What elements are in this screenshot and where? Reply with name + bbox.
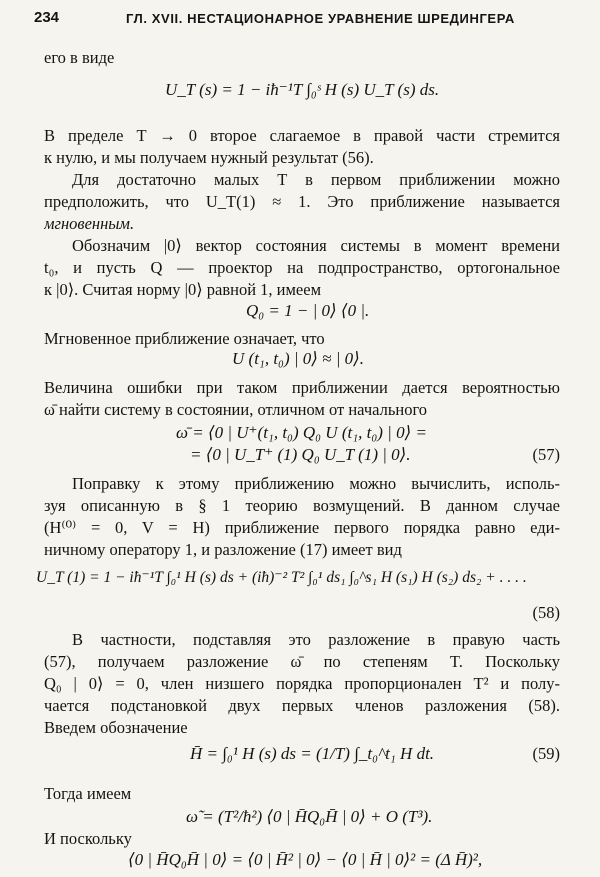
formula-omega-tilde: ω̃ = (T²/ħ²) ⟨0 | H̄Q₀H̄ | 0⟩ + O (T³). xyxy=(186,807,433,826)
formula-projector: Q₀ = 1 − | 0⟩ ⟨0 |. xyxy=(246,301,370,320)
text-line: Величина ошибки при таком приближении дается вероятностью xyxy=(44,378,560,397)
text-line: (57), получаем разложение ω̄ по степеням T. Поскольку xyxy=(44,652,560,671)
text-line: Тогда имеем xyxy=(44,784,132,803)
formula-omega-b: = ⟨0 | U_T⁺ (1) Q₀ U_T (1) | 0⟩. xyxy=(190,445,411,464)
text-line: к нулю, и мы получаем нужный результат (56). xyxy=(44,148,374,167)
running-title: ГЛ. XVII. НЕСТАЦИОНАРНОЕ УРАВНЕНИЕ ШРЕДИНГЕРА xyxy=(126,11,515,26)
text-line: Q₀ | 0⟩ = 0, член низшего порядка пропорционален T² и полу- xyxy=(44,674,560,693)
text-line: ничному оператору 1, и разложение (17) имеет вид xyxy=(44,540,402,559)
text-line: t₀, и пусть Q — проектор на подпространство, ортогональное xyxy=(44,258,560,277)
formula-hbar: H̄ = ∫₀¹ H (s) ds = (1/T) ∫_t₀^t₁ H dt. xyxy=(190,744,435,763)
formula-expansion: U_T (1) = 1 − iħ⁻¹T ∫₀¹ H (s) ds + (iħ)⁻² T² ∫₀¹ ds₁ ∫₀^s₁ H (s₁) H (s₂) ds₂ + . . . . xyxy=(36,569,527,586)
formula-sudden: U (t₁, t₀) | 0⟩ ≈ | 0⟩. xyxy=(232,349,365,368)
text-line: ω̄ найти систему в состоянии, отличном от начального xyxy=(44,400,428,419)
page-number: 234 xyxy=(34,9,60,26)
text-line: чается подстановкой двух первых членов разложения (58). xyxy=(44,696,560,715)
equation-number: (58) xyxy=(532,603,560,622)
formula-variance: ⟨0 | H̄Q₀H̄ | 0⟩ = ⟨0 | H̄² | 0⟩ − ⟨0 | H̄ | 0⟩² = (Δ H̄)², xyxy=(128,850,483,869)
text-line: В частности, подставляя это разложение в правую часть xyxy=(72,630,560,649)
text-line: зуя описанную в § 1 теорию возмущений. В данном случае xyxy=(44,496,560,515)
text-line: И поскольку xyxy=(44,829,132,848)
text-line: Поправку к этому приближению можно вычислить, исполь- xyxy=(72,474,560,493)
text-line: В пределе T → 0 второе слагаемое в правой части стремится xyxy=(44,126,560,145)
text-line: Мгновенное приближение означает, что xyxy=(44,329,325,348)
text-line: к |0⟩. Считая норму |0⟩ равной 1, имеем xyxy=(44,280,322,299)
text-line: мгновенным. xyxy=(44,214,135,233)
text-line: Введем обозначение xyxy=(44,718,188,737)
text-line: Для достаточно малых T в первом приближении можно xyxy=(72,170,560,189)
formula-omega-a: ω̄ = ⟨0 | U⁺(t₁, t₀) Q₀ U (t₁, t₀) | 0⟩ = xyxy=(176,423,427,442)
text-line: его в виде xyxy=(44,48,115,67)
equation-number: (57) xyxy=(532,445,560,464)
equation-number: (59) xyxy=(532,744,560,763)
formula-ut-integral: U_T (s) = 1 − iħ⁻¹T ∫₀ˢ H (s) U_T (s) ds. xyxy=(165,80,440,99)
page-header xyxy=(34,9,566,29)
text-line: (H⁽⁰⁾ = 0, V = H) приближение первого порядка равно еди- xyxy=(44,518,560,537)
text-line: предположить, что U_T(1) ≈ 1. Это приближение называется xyxy=(44,192,560,211)
text-line: Обозначим |0⟩ вектор состояния системы в момент времени xyxy=(72,236,560,255)
